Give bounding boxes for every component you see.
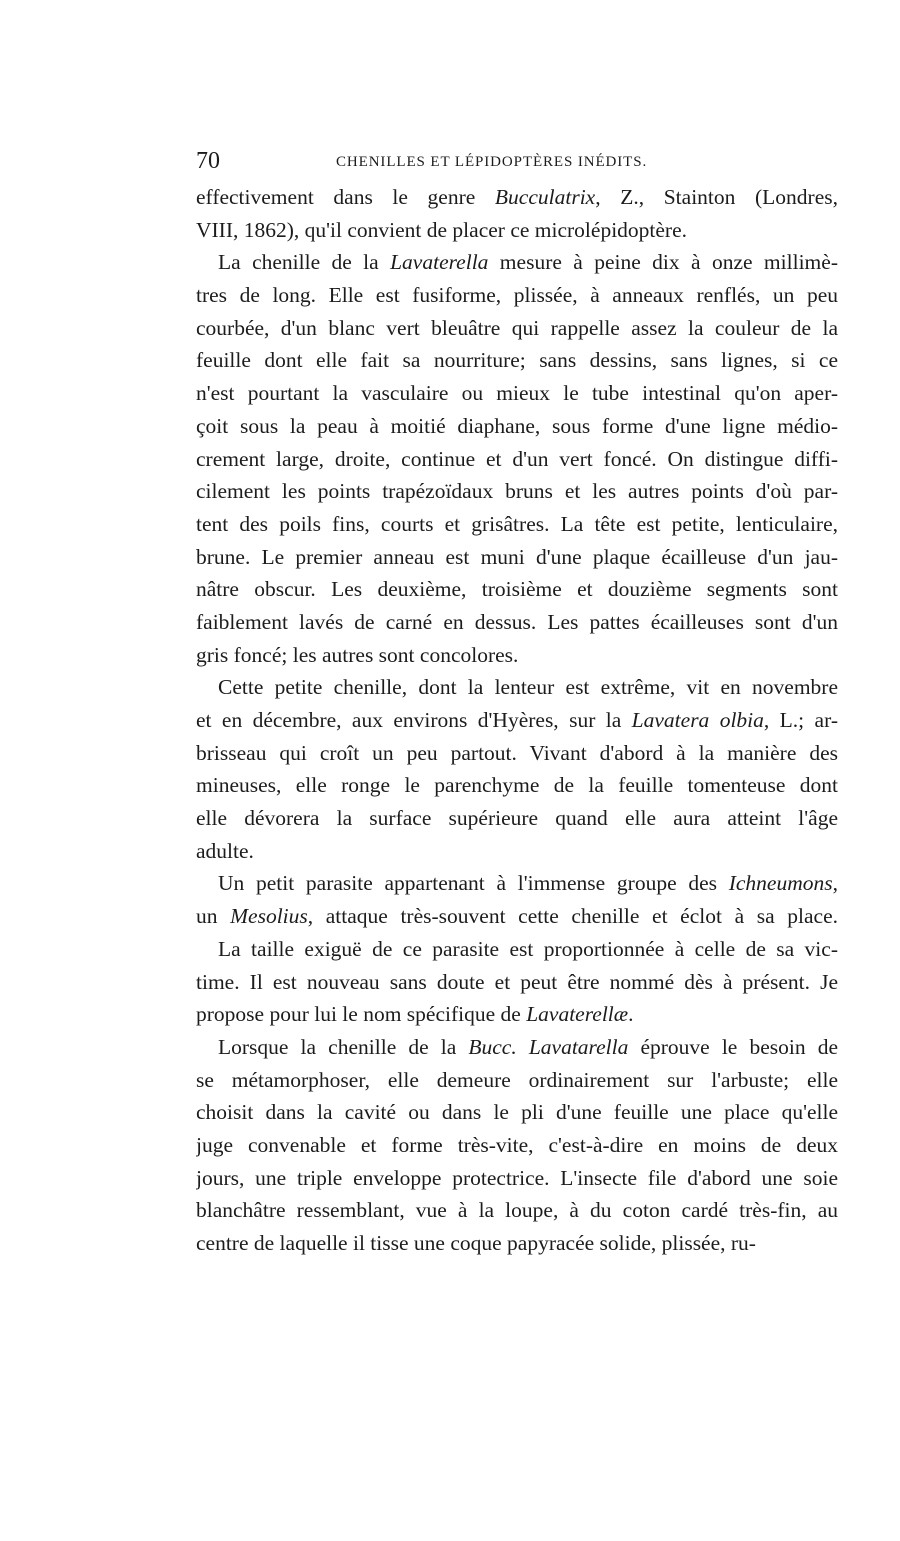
- italic-taxon: Ichneumons: [728, 871, 833, 896]
- text-line: [196, 769, 838, 802]
- text-line: [196, 933, 838, 966]
- text-line: [196, 1064, 838, 1097]
- italic-taxon: Bucc. Lavatarella: [468, 1034, 629, 1059]
- text-run: mesure à peine dix à onze millimè-: [488, 250, 838, 275]
- text-run: choisit dans la cavité ou dans le pli d'une feuille une place qu'elle: [196, 1100, 838, 1125]
- text-run: La chenille de la: [218, 250, 391, 275]
- italic-taxon: Mesolius: [230, 904, 308, 929]
- text-line: [196, 998, 838, 1031]
- text-run: blanchâtre ressemblant, vue à la loupe, à du coton cardé très-fin, au: [196, 1198, 838, 1223]
- text-line: [196, 312, 838, 345]
- text-line: [196, 1031, 838, 1064]
- italic-taxon: Lavaterellæ: [526, 1002, 629, 1027]
- text-run: brune. Le premier anneau est muni d'une plaque écailleuse d'un jau-: [196, 544, 838, 569]
- text-run: propose pour lui le nom spécifique de: [196, 1002, 527, 1027]
- text-run: , attaque très-souvent cette chenille et éclot à sa place.: [307, 904, 838, 929]
- text-line: [196, 246, 838, 279]
- text-run: Lorsque la chenille de la: [218, 1034, 469, 1059]
- text-line: [196, 214, 838, 247]
- text-line: [196, 606, 838, 639]
- text-line: [196, 966, 838, 999]
- text-run: VIII, 1862), qu'il convient de placer ce microlépidoptère.: [196, 217, 688, 242]
- text-run: éprouve le besoin de: [628, 1034, 838, 1059]
- text-run: faiblement lavés de carné en dessus. Les pattes écailleuses sont d'un: [196, 609, 838, 634]
- text-run: juge convenable et forme très-vite, c'est-à-dire en moins de deux: [196, 1132, 838, 1157]
- text-run: , L.; ar-: [763, 708, 838, 732]
- text-run: tres de long. Elle est fusiforme, plissée, à anneaux renflés, un peu: [196, 283, 838, 308]
- text-run: un: [196, 904, 231, 929]
- text-line: [196, 737, 838, 770]
- italic-taxon: Lavatera olbia: [631, 708, 764, 732]
- text-line: [196, 867, 838, 900]
- text-run: Un petit parasite appartenant à l'immense groupe des: [218, 871, 729, 896]
- text-line: [196, 443, 838, 476]
- text-run: jours, une triple enveloppe protectrice. L'insecte file d'abord une soie: [196, 1165, 838, 1190]
- text-line: [196, 704, 838, 737]
- text-run: ,: [832, 871, 838, 896]
- text-line: [196, 181, 838, 214]
- text-run: et en décembre, aux environs d'Hyères, sur la: [196, 708, 632, 732]
- text-line: [196, 377, 838, 410]
- page-header: [196, 148, 840, 176]
- text-run: çoit sous la peau à moitié diaphane, sous forme d'une ligne médio-: [196, 413, 838, 438]
- text-line: [196, 639, 838, 672]
- text-run: crement large, droite, continue et d'un vert foncé. On distingue diffi-: [196, 446, 838, 471]
- text-line: [196, 573, 838, 606]
- text-line: [196, 802, 838, 835]
- text-run: nâtre obscur. Les deuxième, troisième et douzième segments sont: [196, 577, 838, 602]
- text-run: effectivement dans le genre: [196, 185, 495, 209]
- text-line: [196, 1129, 838, 1162]
- italic-taxon: Lavaterella: [390, 250, 489, 275]
- text-run: gris foncé; les autres sont concolores.: [196, 642, 519, 667]
- running-title: CHENILLES ET LÉPIDOPTÈRES INÉDITS.: [336, 154, 648, 170]
- text-line: [196, 1162, 838, 1195]
- text-line: [196, 671, 838, 704]
- text-run: La taille exiguë de ce parasite est proportionnée à celle de sa vic-: [218, 936, 838, 961]
- text-line: [196, 344, 838, 377]
- text-run: courbée, d'un blanc vert bleuâtre qui rappelle assez la couleur de la: [196, 315, 838, 340]
- text-run: n'est pourtant la vasculaire ou mieux le tube intestinal qu'on aper-: [196, 381, 838, 406]
- text-run: , Z., Stainton (Londres,: [595, 185, 838, 209]
- text-run: elle dévorera la surface supérieure quand elle aura atteint l'âge: [196, 806, 838, 831]
- text-line: [196, 1227, 838, 1260]
- text-line: [196, 1194, 838, 1227]
- text-run: Cette petite chenille, dont la lenteur est extrême, vit en novembre: [218, 675, 838, 700]
- page-number: 70: [196, 148, 220, 174]
- text-run: brisseau qui croît un peu partout. Vivant d'abord à la manière des: [196, 740, 838, 765]
- text-line: [196, 508, 838, 541]
- text-run: tent des poils fins, courts et grisâtres. La tête est petite, lenticulaire,: [196, 511, 838, 536]
- text-line: [196, 900, 838, 933]
- body-text: [196, 181, 838, 1260]
- text-run: adulte.: [196, 838, 254, 863]
- text-run: mineuses, elle ronge le parenchyme de la feuille tomenteuse dont: [196, 773, 838, 798]
- text-line: [196, 541, 838, 574]
- text-run: se métamorphoser, elle demeure ordinairement sur l'arbuste; elle: [196, 1067, 838, 1092]
- text-line: [196, 475, 838, 508]
- text-run: cilement les points trapézoïdaux bruns et les autres points d'où par-: [196, 479, 838, 504]
- text-run: .: [628, 1002, 634, 1027]
- italic-taxon: Bucculatrix: [494, 185, 596, 209]
- text-run: feuille dont elle fait sa nourriture; sans dessins, sans lignes, si ce: [196, 348, 838, 373]
- text-line: [196, 279, 838, 312]
- text-line: [196, 410, 838, 443]
- text-line: [196, 1096, 838, 1129]
- text-run: time. Il est nouveau sans doute et peut être nommé dès à présent. Je: [196, 969, 838, 994]
- text-run: centre de laquelle il tisse une coque papyracée solide, plissée, ru-: [196, 1231, 756, 1255]
- text-line: [196, 835, 838, 868]
